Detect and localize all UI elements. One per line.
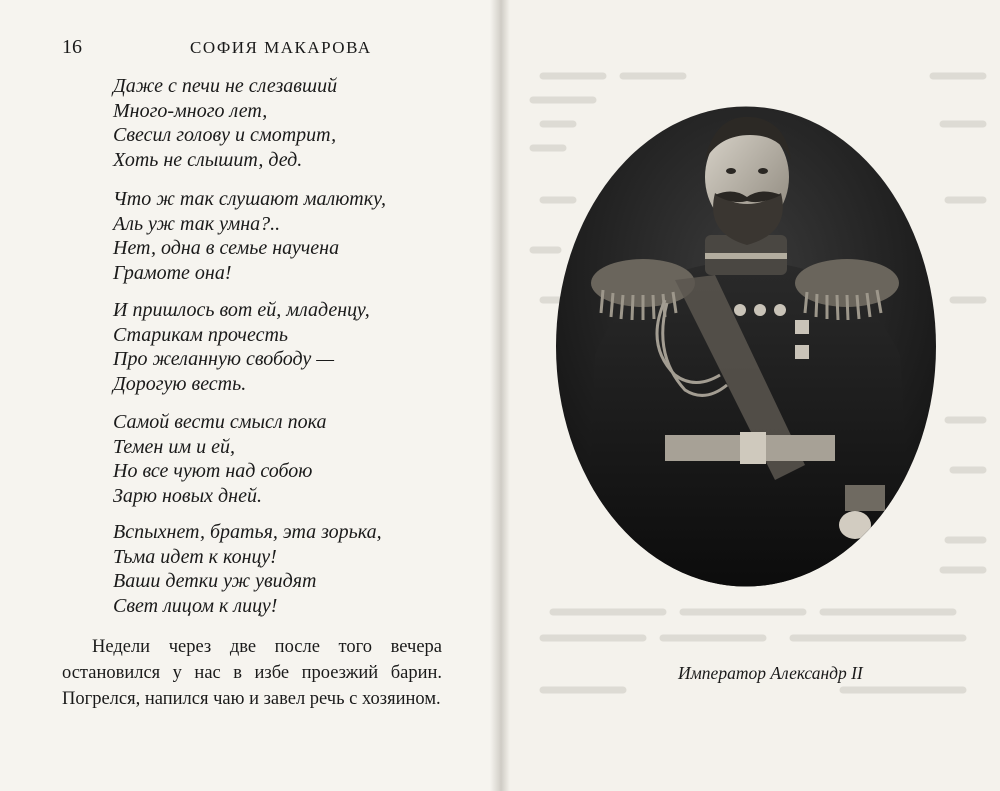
poem-line: Но все чуют над собою bbox=[113, 460, 313, 482]
poem-line: Грамоте она! bbox=[113, 261, 232, 284]
running-head: СОФИЯ МАКАРОВА bbox=[190, 38, 372, 57]
poem-line: Ваши детки уж увидят bbox=[113, 570, 317, 592]
poem-line: Дорогую весть. bbox=[113, 372, 247, 395]
poem-line: Аль уж так умна?.. bbox=[113, 212, 281, 235]
portrait-image bbox=[555, 105, 937, 588]
prose-paragraph: Недели через две после того вечера остановился у нас в избе проезжий барин. Погрелся, напился чаю и завел речь с хозяином. bbox=[62, 637, 442, 709]
poem-line: Про желанную свободу — bbox=[113, 348, 335, 370]
left-page bbox=[0, 0, 497, 791]
poem-line: Темен им и ей, bbox=[113, 435, 235, 458]
portrait-caption: Император Александр II bbox=[678, 663, 863, 683]
poem-line: Тьма идет к концу! bbox=[113, 545, 277, 568]
page-number: 16 bbox=[62, 36, 82, 58]
poem-line: Много-много лет, bbox=[113, 99, 268, 122]
poem-line: И пришлось вот ей, младенцу, bbox=[113, 299, 370, 321]
poem-line: Что ж так слушают малютку, bbox=[113, 188, 386, 210]
poem-line: Даже с печи не слезавший bbox=[113, 75, 338, 97]
poem-stanza bbox=[113, 187, 386, 285]
poem-line: Зарю новых дней. bbox=[113, 484, 262, 507]
poem-stanza bbox=[113, 520, 382, 618]
poem-stanza bbox=[113, 410, 327, 508]
poem-stanza bbox=[113, 298, 370, 396]
poem-line: Вспыхнет, братья, эта зорька, bbox=[113, 521, 382, 543]
poem-line: Свет лицом к лицу! bbox=[113, 594, 278, 617]
poem-line: Свесил голову и смотрит, bbox=[113, 124, 337, 146]
poem-line: Самой вести смысл пока bbox=[113, 411, 327, 433]
poem-line: Хоть не слышит, дед. bbox=[113, 148, 303, 171]
poem-line: Старикам прочесть bbox=[113, 323, 288, 346]
poem-line: Нет, одна в семье научена bbox=[113, 237, 340, 259]
book-gutter bbox=[490, 0, 510, 791]
poem-stanza bbox=[113, 74, 337, 172]
